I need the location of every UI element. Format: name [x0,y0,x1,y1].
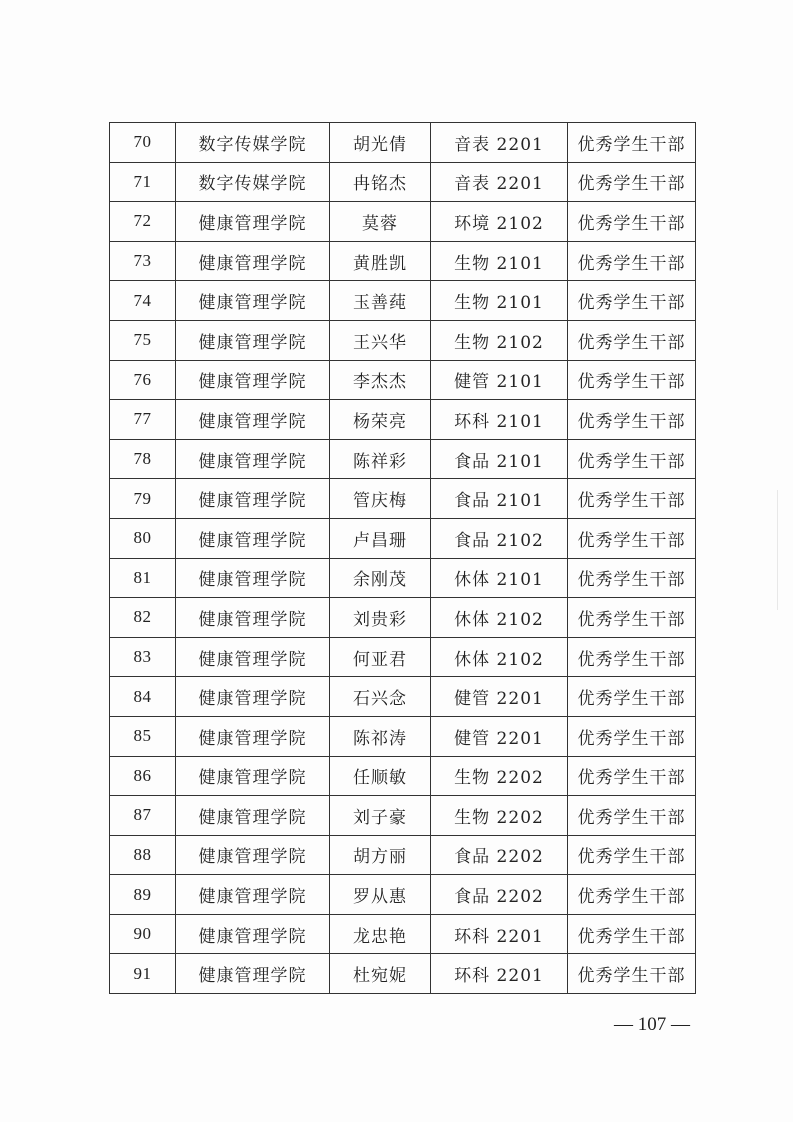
college-cell: 健康管理学院 [176,320,330,360]
award-cell: 优秀学生干部 [568,954,696,994]
student-name-cell: 陈祁涛 [330,716,431,756]
table-row [110,439,696,479]
row-number-cell: 89 [110,875,176,915]
class-cell: 健管 2101 [431,360,568,400]
award-cell: 优秀学生干部 [568,400,696,440]
row-number-cell: 88 [110,835,176,875]
row-number-cell: 80 [110,518,176,558]
award-cell: 优秀学生干部 [568,202,696,242]
table-row [110,162,696,202]
row-number-cell: 72 [110,202,176,242]
class-cell: 食品 2101 [431,439,568,479]
table-row [110,796,696,836]
table-row [110,677,696,717]
table-row [110,360,696,400]
award-cell: 优秀学生干部 [568,716,696,756]
row-number-cell: 73 [110,241,176,281]
table-row [110,875,696,915]
college-cell: 健康管理学院 [176,281,330,321]
table-row [110,123,696,163]
class-cell: 休体 2102 [431,598,568,638]
table-row [110,518,696,558]
student-name-cell: 余刚茂 [330,558,431,598]
college-cell: 健康管理学院 [176,400,330,440]
class-cell: 环科 2201 [431,954,568,994]
student-name-cell: 刘子豪 [330,796,431,836]
college-cell: 健康管理学院 [176,835,330,875]
class-cell: 音表 2201 [431,123,568,163]
college-cell: 健康管理学院 [176,439,330,479]
table-row [110,479,696,519]
student-name-cell: 冉铭杰 [330,162,431,202]
class-cell: 食品 2202 [431,875,568,915]
college-cell: 健康管理学院 [176,598,330,638]
award-roster-table [109,122,696,994]
award-cell: 优秀学生干部 [568,598,696,638]
college-cell: 健康管理学院 [176,637,330,677]
student-name-cell: 何亚君 [330,637,431,677]
class-cell: 食品 2202 [431,835,568,875]
row-number-cell: 78 [110,439,176,479]
row-number-cell: 82 [110,598,176,638]
class-cell: 环科 2201 [431,914,568,954]
row-number-cell: 91 [110,954,176,994]
college-cell: 健康管理学院 [176,756,330,796]
college-cell: 健康管理学院 [176,796,330,836]
award-cell: 优秀学生干部 [568,875,696,915]
table-row [110,716,696,756]
award-cell: 优秀学生干部 [568,558,696,598]
table-row [110,202,696,242]
college-cell: 健康管理学院 [176,677,330,717]
college-cell: 健康管理学院 [176,716,330,756]
class-cell: 休体 2101 [431,558,568,598]
award-cell: 优秀学生干部 [568,439,696,479]
class-cell: 生物 2202 [431,756,568,796]
student-name-cell: 胡方丽 [330,835,431,875]
award-cell: 优秀学生干部 [568,360,696,400]
class-cell: 环境 2102 [431,202,568,242]
award-cell: 优秀学生干部 [568,637,696,677]
table-row [110,281,696,321]
row-number-cell: 86 [110,756,176,796]
award-cell: 优秀学生干部 [568,756,696,796]
award-cell: 优秀学生干部 [568,677,696,717]
student-name-cell: 胡光倩 [330,123,431,163]
row-number-cell: 74 [110,281,176,321]
college-cell: 数字传媒学院 [176,162,330,202]
college-cell: 健康管理学院 [176,954,330,994]
row-number-cell: 76 [110,360,176,400]
college-cell: 数字传媒学院 [176,123,330,163]
row-number-cell: 81 [110,558,176,598]
table-row [110,400,696,440]
class-cell: 生物 2101 [431,241,568,281]
table-row [110,637,696,677]
class-cell: 生物 2101 [431,281,568,321]
student-name-cell: 杨荣亮 [330,400,431,440]
student-name-cell: 陈祥彩 [330,439,431,479]
page-number: — 107 — [614,1014,690,1035]
class-cell: 健管 2201 [431,677,568,717]
table-row [110,320,696,360]
class-cell: 食品 2102 [431,518,568,558]
class-cell: 音表 2201 [431,162,568,202]
student-name-cell: 卢昌珊 [330,518,431,558]
class-cell: 生物 2102 [431,320,568,360]
award-cell: 优秀学生干部 [568,835,696,875]
college-cell: 健康管理学院 [176,558,330,598]
row-number-cell: 85 [110,716,176,756]
table-row [110,598,696,638]
row-number-cell: 83 [110,637,176,677]
table-row [110,914,696,954]
award-cell: 优秀学生干部 [568,518,696,558]
college-cell: 健康管理学院 [176,479,330,519]
award-cell: 优秀学生干部 [568,241,696,281]
row-number-cell: 79 [110,479,176,519]
student-name-cell: 玉善莼 [330,281,431,321]
roster-table-body [110,123,696,994]
scan-margin-line [777,490,778,610]
college-cell: 健康管理学院 [176,914,330,954]
award-cell: 优秀学生干部 [568,320,696,360]
award-cell: 优秀学生干部 [568,281,696,321]
student-name-cell: 龙忠艳 [330,914,431,954]
college-cell: 健康管理学院 [176,875,330,915]
class-cell: 健管 2201 [431,716,568,756]
student-name-cell: 黄胜凯 [330,241,431,281]
class-cell: 食品 2101 [431,479,568,519]
row-number-cell: 84 [110,677,176,717]
award-cell: 优秀学生干部 [568,914,696,954]
student-name-cell: 任顺敏 [330,756,431,796]
award-cell: 优秀学生干部 [568,796,696,836]
row-number-cell: 70 [110,123,176,163]
award-cell: 优秀学生干部 [568,479,696,519]
table-row [110,954,696,994]
class-cell: 生物 2202 [431,796,568,836]
student-name-cell: 刘贵彩 [330,598,431,638]
student-name-cell: 杜宛妮 [330,954,431,994]
college-cell: 健康管理学院 [176,360,330,400]
table-row [110,756,696,796]
college-cell: 健康管理学院 [176,202,330,242]
award-cell: 优秀学生干部 [568,123,696,163]
college-cell: 健康管理学院 [176,518,330,558]
row-number-cell: 90 [110,914,176,954]
row-number-cell: 71 [110,162,176,202]
row-number-cell: 87 [110,796,176,836]
row-number-cell: 75 [110,320,176,360]
student-name-cell: 莫蓉 [330,202,431,242]
table-row [110,241,696,281]
table-row [110,835,696,875]
award-cell: 优秀学生干部 [568,162,696,202]
student-name-cell: 石兴念 [330,677,431,717]
class-cell: 环科 2101 [431,400,568,440]
class-cell: 休体 2102 [431,637,568,677]
table-row [110,558,696,598]
student-name-cell: 王兴华 [330,320,431,360]
student-name-cell: 管庆梅 [330,479,431,519]
student-name-cell: 罗从惠 [330,875,431,915]
college-cell: 健康管理学院 [176,241,330,281]
student-name-cell: 李杰杰 [330,360,431,400]
row-number-cell: 77 [110,400,176,440]
